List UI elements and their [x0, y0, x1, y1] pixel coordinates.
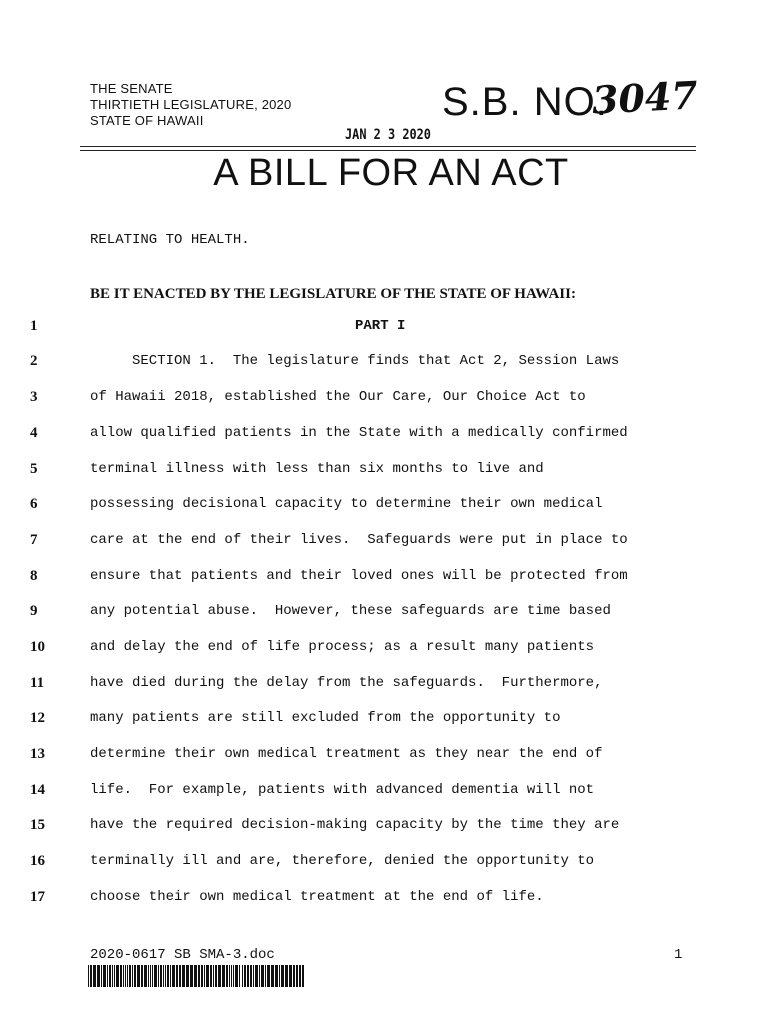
barcode-bar	[129, 965, 131, 987]
barcode-bar	[302, 965, 304, 987]
line-number: 11	[30, 675, 45, 691]
line-number: 4	[30, 425, 38, 441]
barcode-bar	[103, 965, 106, 987]
barcode-bar	[158, 965, 159, 987]
body-line: any potential abuse. However, these safeguards are time based	[90, 603, 611, 619]
bill-number-handwritten: 3047	[590, 72, 699, 123]
barcode-bar	[150, 965, 151, 987]
barcode-bar	[293, 965, 295, 987]
barcode-bar	[186, 965, 189, 987]
barcode-bar	[116, 965, 119, 987]
barcode-bar	[267, 965, 270, 987]
barcode-bar	[134, 965, 136, 987]
line-number: 3	[30, 389, 38, 405]
barcode-bar	[148, 965, 149, 987]
body-line: have the required decision-making capacity by the time they are	[90, 817, 620, 833]
barcode-bar	[120, 965, 122, 987]
body-line: have died during the delay from the safeguards. Furthermore,	[90, 675, 603, 691]
line-number: 6	[30, 496, 38, 512]
body-line: choose their own medical treatment at the end of life.	[90, 889, 544, 905]
state-label: STATE OF HAWAII	[90, 113, 204, 128]
barcode-bar	[247, 965, 249, 987]
barcode-bar	[299, 965, 301, 987]
footer-doc-id: 2020-0617 SB SMA-3.doc	[90, 947, 275, 963]
bill-title: A BILL FOR AN ACT	[213, 152, 569, 194]
date-stamp: JAN 2 3 2020	[345, 127, 431, 143]
barcode-bar	[198, 965, 200, 987]
barcode-bar	[271, 965, 274, 987]
barcode-bar	[279, 965, 280, 987]
part-heading: PART I	[355, 318, 406, 334]
barcode-bar	[93, 965, 96, 987]
bill-number-label: S.B. NO.	[442, 80, 608, 124]
body-line: determine their own medical treatment as they near the end of	[90, 746, 603, 762]
barcode-bar	[259, 965, 260, 987]
body-line: terminally ill and are, therefore, denied the opportunity to	[90, 853, 595, 869]
body-line: and delay the end of life process; as a result many patients	[90, 639, 595, 655]
barcode-bar	[281, 965, 284, 987]
barcode-bar	[137, 965, 140, 987]
barcode-bar	[231, 965, 232, 987]
line-number: 9	[30, 603, 38, 619]
barcode-bar	[255, 965, 258, 987]
barcode-bar	[206, 965, 209, 987]
header-rule-top	[80, 146, 696, 147]
barcode-bar	[242, 965, 243, 987]
barcode-bar	[201, 965, 203, 987]
line-number: 5	[30, 461, 38, 477]
barcode-bar	[289, 965, 292, 987]
barcode-bar	[109, 965, 111, 987]
line-number: 16	[30, 853, 45, 869]
barcode-bar	[165, 965, 166, 987]
relating-clause: RELATING TO HEALTH.	[90, 232, 250, 248]
barcode-bar	[112, 965, 113, 987]
body-line: ensure that patients and their loved ones will be protected from	[90, 568, 628, 584]
barcode-bar	[179, 965, 181, 987]
barcode-bar	[222, 965, 225, 987]
body-line: many patients are still excluded from the opportunity to	[90, 710, 561, 726]
barcode-bar	[265, 965, 266, 987]
barcode-bar	[97, 965, 100, 987]
barcode-bar	[101, 965, 102, 987]
body-line: terminal illness with less than six months to live and	[90, 461, 544, 477]
barcode-bar	[213, 965, 214, 987]
barcode-bar	[167, 965, 169, 987]
barcode-bar	[141, 965, 143, 987]
barcode-bar	[88, 965, 89, 987]
barcode-bar	[226, 965, 228, 987]
body-line: possessing decisional capacity to determine their own medical	[90, 496, 603, 512]
barcode-bar	[152, 965, 153, 987]
barcode-bar	[210, 965, 212, 987]
barcode-bar	[239, 965, 240, 987]
barcode-bar	[163, 965, 164, 987]
footer-page-number: 1	[674, 947, 683, 963]
barcode-bar	[90, 965, 92, 987]
body-line: care at the end of their lives. Safeguards were put in place to	[90, 532, 628, 548]
body-line: SECTION 1. The legislature finds that Act 2, Session Laws	[90, 353, 620, 369]
barcode-bar	[244, 965, 246, 987]
barcode-bar	[132, 965, 133, 987]
barcode-bar	[176, 965, 178, 987]
barcode-image	[88, 965, 304, 987]
barcode-bar	[296, 965, 298, 987]
barcode-bar	[125, 965, 126, 987]
line-number: 14	[30, 782, 45, 798]
barcode-bar	[182, 965, 185, 987]
barcode-bar	[144, 965, 147, 987]
body-line: of Hawaii 2018, established the Our Care, Our Choice Act to	[90, 389, 586, 405]
chamber-label: THE SENATE	[90, 81, 173, 96]
barcode-bar	[160, 965, 162, 987]
line-number: 10	[30, 639, 45, 655]
barcode-bar	[233, 965, 234, 987]
barcode-bar	[194, 965, 197, 987]
barcode-bar	[275, 965, 278, 987]
line-number: 13	[30, 746, 45, 762]
line-number: 12	[30, 710, 45, 726]
barcode-bar	[235, 965, 238, 987]
line-number: 7	[30, 532, 38, 548]
barcode-bar	[172, 965, 175, 987]
barcode-bar	[170, 965, 171, 987]
barcode-bar	[215, 965, 217, 987]
barcode-bar	[218, 965, 221, 987]
body-line: allow qualified patients in the State with a medically confirmed	[90, 425, 628, 441]
barcode-bar	[229, 965, 230, 987]
barcode-bar	[261, 965, 264, 987]
barcode-bar	[114, 965, 115, 987]
line-number: 15	[30, 817, 45, 833]
enacting-clause: BE IT ENACTED BY THE LEGISLATURE OF THE STATE OF HAWAII:	[90, 286, 576, 302]
barcode-bar	[154, 965, 157, 987]
barcode-bar	[190, 965, 193, 987]
barcode-bar	[285, 965, 288, 987]
body-line: life. For example, patients with advanced dementia will not	[90, 782, 595, 798]
line-number: 8	[30, 568, 38, 584]
legislature-label: THIRTIETH LEGISLATURE, 2020	[90, 97, 292, 112]
barcode-bar	[204, 965, 205, 987]
barcode-bar	[253, 965, 254, 987]
line-number: 17	[30, 889, 45, 905]
barcode-bar	[250, 965, 252, 987]
barcode-bar	[127, 965, 128, 987]
barcode-bar	[107, 965, 108, 987]
barcode-bar	[123, 965, 124, 987]
line-number: 2	[30, 353, 38, 369]
line-number: 1	[30, 318, 38, 334]
